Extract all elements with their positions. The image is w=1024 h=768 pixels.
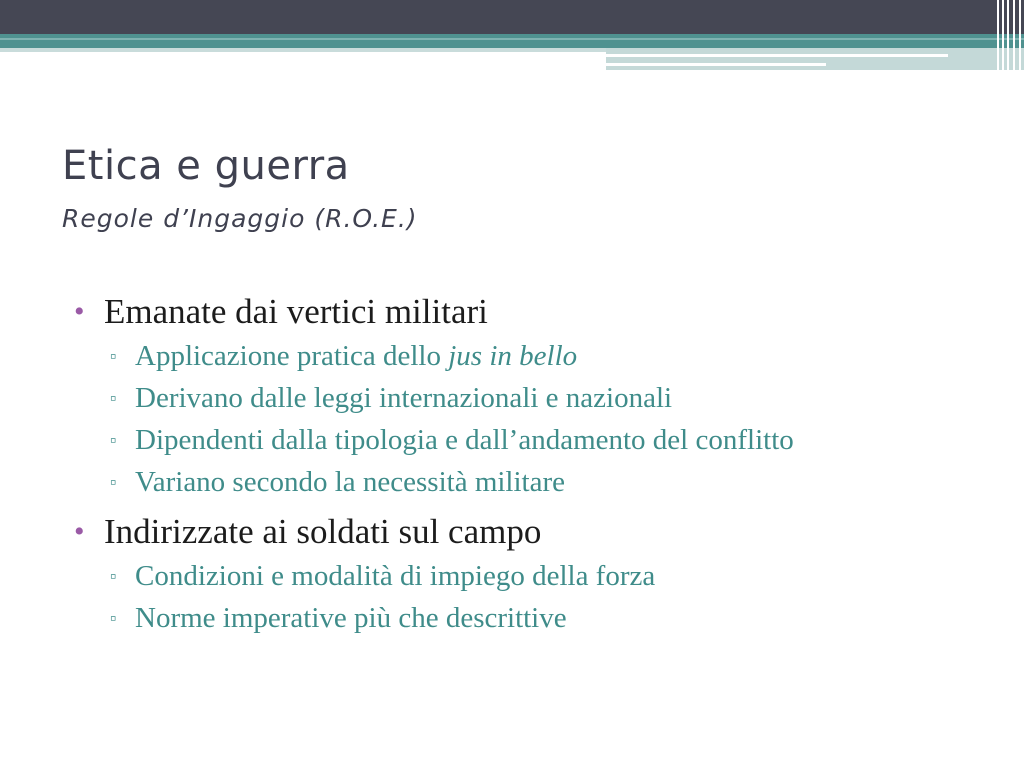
bullet-list xyxy=(74,290,974,638)
list-item-text: Emanate dai vertici militari xyxy=(104,292,488,331)
list-item-text: Indirizzate ai soldati sul campo xyxy=(104,512,542,551)
list-item xyxy=(74,290,974,334)
list-item xyxy=(74,510,974,554)
sub-list-item xyxy=(74,598,974,638)
header-right-line xyxy=(606,54,948,57)
sub-item-text: Dipendenti dalla tipologia e dall’andamento del conflitto xyxy=(135,424,794,456)
sub-bullet-icon: ▫ xyxy=(110,608,117,628)
sub-bullet-icon: ▫ xyxy=(110,346,117,366)
sub-list-item xyxy=(74,420,974,460)
header-right-line xyxy=(606,63,826,66)
sub-item-text: Condizioni e modalità di impiego della forza xyxy=(135,560,656,592)
sub-list-item xyxy=(74,336,974,376)
sub-bullet-icon: ▫ xyxy=(110,566,117,586)
sub-item-text: Norme imperative più che descrittive xyxy=(135,602,567,634)
header-vertical-stripes xyxy=(994,0,1024,70)
sub-item-text: Derivano dalle leggi internazionali e nazionali xyxy=(135,382,673,414)
header-band-teal xyxy=(0,34,1024,48)
slide-subtitle: Regole d’Ingaggio (R.O.E.) xyxy=(62,204,418,233)
header-band-dark xyxy=(0,0,1024,34)
sub-list-item xyxy=(74,462,974,502)
bullet-icon: • xyxy=(74,515,85,548)
slide-title: Etica e guerra xyxy=(62,143,350,189)
sub-item-emphasis: jus in bello xyxy=(448,340,578,372)
sub-list-item xyxy=(74,378,974,418)
sub-item-text: Variano secondo la necessità militare xyxy=(135,466,566,498)
sub-bullet-icon: ▫ xyxy=(110,388,117,408)
sub-bullet-icon: ▫ xyxy=(110,472,117,492)
header-accent-line xyxy=(0,38,1024,40)
header-right-block xyxy=(606,48,1024,70)
sub-item-text: Applicazione pratica dello xyxy=(135,340,449,372)
sub-bullet-icon: ▫ xyxy=(110,430,117,450)
sub-list-item xyxy=(74,556,974,596)
bullet-icon: • xyxy=(74,295,85,328)
